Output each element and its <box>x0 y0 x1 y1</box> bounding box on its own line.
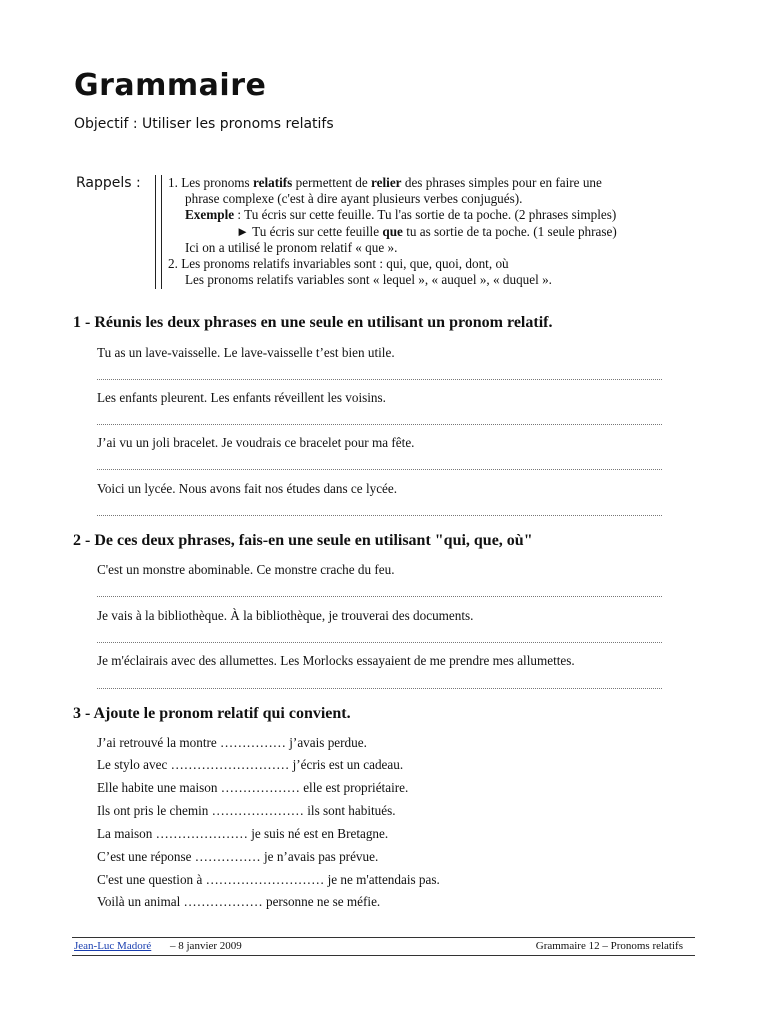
author-link[interactable]: Jean-Luc Madoré <box>74 940 152 952</box>
fill-in-sentence[interactable]: C’est une réponse …………… je n’avais pas prévue. <box>97 849 379 864</box>
exercise-sentence: C'est un monstre abominable. Ce monstre crache du feu. <box>97 562 395 577</box>
objective-text: Objectif : Utiliser les pronoms relatifs <box>74 116 334 132</box>
rappel-point-2-cont: Les pronoms relatifs variables sont « lequel », « auquel », « duquel ». <box>185 272 552 288</box>
fill-in-sentence[interactable]: La maison ………………… je suis né est en Bretagne. <box>97 826 389 841</box>
answer-line[interactable] <box>97 515 662 516</box>
page-title: Grammaire <box>74 68 267 103</box>
fill-in-sentence[interactable]: Le stylo avec ……………………… j’écris est un cadeau. <box>97 757 404 772</box>
rappel-point-1: 1. Les pronoms relatifs permettent de relier des phrases simples pour en faire une <box>168 175 602 190</box>
rappel-note: Ici on a utilisé le pronom relatif « que ». <box>185 239 398 255</box>
rappels-label: Rappels : <box>76 175 141 191</box>
answer-line[interactable] <box>97 642 662 643</box>
answer-line[interactable] <box>97 596 662 597</box>
answer-line[interactable] <box>97 424 662 425</box>
rappel-point-2: 2. Les pronoms relatifs invariables sont : qui, que, quoi, dont, où <box>168 256 509 272</box>
footer-divider <box>72 955 695 956</box>
footer-divider <box>72 937 695 938</box>
rappel-example-result: ► Tu écris sur cette feuille que tu as sortie de ta poche. (1 seule phrase) <box>236 223 617 239</box>
fill-in-sentence[interactable]: Elle habite une maison ……………… elle est propriétaire. <box>97 780 409 795</box>
exercise-sentence: Je vais à la bibliothèque. À la bibliothèque, je trouverai des documents. <box>97 608 474 623</box>
answer-line[interactable] <box>97 379 662 380</box>
exercise-sentence: Je m'éclairais avec des allumettes. Les Morlocks essayaient de me prendre mes allumettes. <box>97 653 575 668</box>
fill-in-sentence[interactable]: J’ai retrouvé la montre …………… j’avais perdue. <box>97 735 367 750</box>
footer-doc-title: Grammaire 12 – Pronoms relatifs <box>535 940 683 952</box>
section1-heading: 1 - Réunis les deux phrases en une seule en utilisant un pronom relatif. <box>73 314 553 331</box>
section2-heading: 2 - De ces deux phrases, fais-en une seule en utilisant "qui, que, où" <box>73 532 533 549</box>
footer-date: – 8 janvier 2009 <box>170 940 242 952</box>
rappel-example: Exemple : Tu écris sur cette feuille. Tu l'as sortie de ta poche. (2 phrases simples) <box>185 207 617 223</box>
section3-heading: 3 - Ajoute le pronom relatif qui convient. <box>73 705 351 722</box>
exercise-sentence: Les enfants pleurent. Les enfants réveillent les voisins. <box>97 390 386 405</box>
answer-line[interactable] <box>97 469 662 470</box>
rappels-box <box>168 175 708 288</box>
exercise-sentence: Tu as un lave-vaisselle. Le lave-vaisselle t’est bien utile. <box>97 345 395 360</box>
rappels-divider <box>155 175 162 289</box>
exercise-sentence: Voici un lycée. Nous avons fait nos études dans ce lycée. <box>97 481 398 496</box>
arrow-icon: ► <box>236 223 250 239</box>
rappel-point-1-cont: phrase complexe (c'est à dire ayant plusieurs verbes conjugués). <box>185 191 523 207</box>
exercise-sentence: J’ai vu un joli bracelet. Je voudrais ce bracelet pour ma fête. <box>97 435 415 450</box>
answer-line[interactable] <box>97 688 662 689</box>
fill-in-sentence[interactable]: Ils ont pris le chemin ………………… ils sont habitués. <box>97 803 396 818</box>
fill-in-sentence[interactable]: C'est une question à ……………………… je ne m'attendais pas. <box>97 872 440 887</box>
fill-in-sentence[interactable]: Voilà un animal ……………… personne ne se méfie. <box>97 894 381 909</box>
